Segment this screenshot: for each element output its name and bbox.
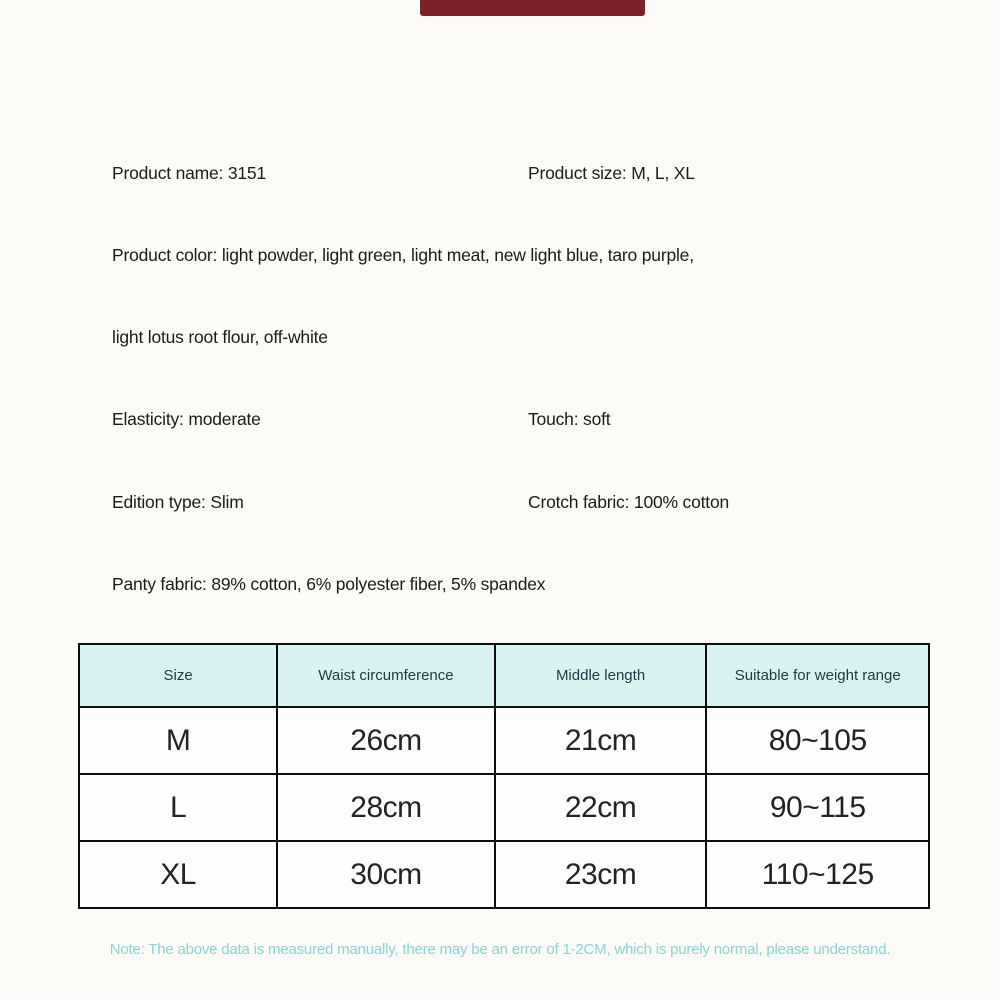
table-row: [79, 774, 929, 841]
cell-middle-m: 21cm: [495, 707, 707, 774]
cell-weight-m: 80~105: [706, 707, 929, 774]
cell-size-xl: XL: [79, 841, 277, 908]
cell-middle-xl: 23cm: [495, 841, 707, 908]
touch-text: Touch: soft: [528, 409, 611, 429]
crotch-fabric-text: Crotch fabric: 100% cotton: [528, 492, 730, 512]
cell-weight-l: 90~115: [706, 774, 929, 841]
cell-size-l: L: [79, 774, 277, 841]
header-cell-middle: Middle length: [495, 644, 707, 707]
product-color-text: Product color: light powder, light green, light meat, new light blue, taro purple,: [112, 245, 694, 265]
header-cell-waist: Waist circumference: [277, 644, 495, 707]
spec-row-edition-crotch: [0, 491, 1000, 513]
cell-waist-xl: 30cm: [277, 841, 495, 908]
spec-row-elasticity-touch: [0, 408, 1000, 430]
cell-weight-xl: 110~125: [706, 841, 929, 908]
spec-row-color-line1: [0, 244, 1000, 266]
cell-waist-l: 28cm: [277, 774, 495, 841]
cell-middle-l: 22cm: [495, 774, 707, 841]
panty-fabric-text: Panty fabric: 89% cotton, 6% polyester fiber, 5% spandex: [112, 574, 546, 594]
spec-row-panty-fabric: [0, 573, 1000, 595]
header-cell-size: Size: [79, 644, 277, 707]
size-table-header-row: [79, 644, 929, 707]
table-row: [79, 841, 929, 908]
spec-row-name-size: [0, 162, 1000, 184]
elasticity-text: Elasticity: moderate: [112, 409, 261, 429]
table-row: [79, 707, 929, 774]
measurement-note-text: Note: The above data is measured manually, there may be an error of 1-2CM, which is purely normal, please understand.: [109, 941, 891, 958]
spec-row-color-line2: [0, 326, 1000, 348]
cell-waist-m: 26cm: [277, 707, 495, 774]
product-name-text: Product name: 3151: [112, 163, 267, 183]
product-size-text: Product size: M, L, XL: [528, 163, 695, 183]
header-cell-weight: Suitable for weight range: [706, 644, 929, 707]
cropped-red-banner: [420, 0, 645, 16]
edition-type-text: Edition type: Slim: [112, 492, 244, 512]
product-color-continued-text: light lotus root flour, off-white: [112, 327, 328, 347]
cell-size-m: M: [79, 707, 277, 774]
size-chart-table: [78, 643, 930, 909]
